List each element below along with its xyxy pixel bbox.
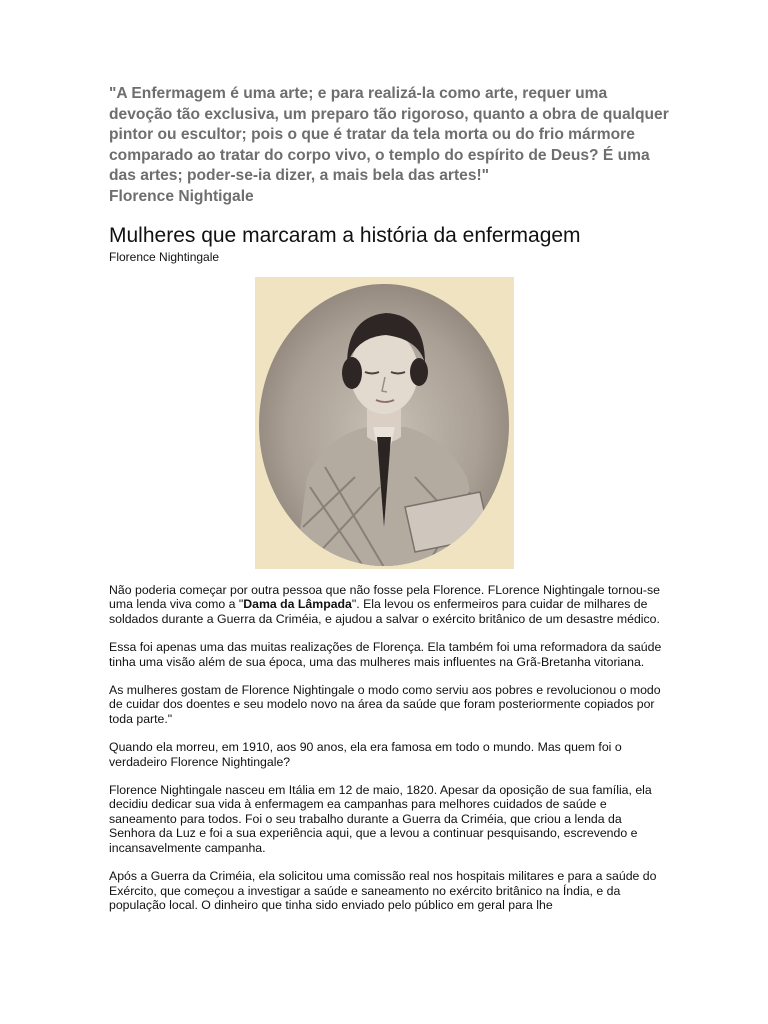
- quote-text: "A Enfermagem é uma arte; e para realizá-la como arte, requer uma devoção tão exclusiva, um preparo tão rigoroso, quanto a obra de qualquer pintor ou escultor; pois o que é tratar da tela morta ou do frio mármore comparado ao tratar do corpo vivo, o templo do espírito de Deus? É uma das artes; poder-se-ia dizer, a mais bela das artes!": [109, 85, 669, 184]
- paragraph: [109, 583, 669, 626]
- paragraph: Após a Guerra da Criméia, ela solicitou uma comissão real nos hospitais militares e para a saúde do Exército, que começou a investigar a saúde e saneamento no exército britânico na Índia, e da população local. O dinheiro que tinha sido enviado pelo público em geral para lhe: [109, 869, 657, 912]
- paragraph-text: Não poderia começar por outra pessoa que não fosse pela Florence. FLorence Nightingale tornou-se uma lenda viva como a ": [109, 583, 660, 612]
- document-page: [109, 84, 669, 926]
- paragraph: Florence Nightingale nasceu em Itália em 12 de maio, 1820. Apesar da oposição de sua família, ela decidiu dedicar sua vida à enfermagem ea campanhas para melhores cuidados de saúde e saneamento para todos. Foi o seu trabalho durante a Guerra da Criméia, que criou a lenda da Senhora da Luz e foi a sua experiência aqui, que a levou a continuar pesquisando, escrevendo e incansavelmente campanha.: [109, 783, 652, 855]
- paragraph: Essa foi apenas uma das muitas realizações de Florença. Ela também foi uma reformadora da saúde tinha uma visão além de sua época, uma das mulheres mais influentes na Grã-Bretanha vitoriana.: [109, 640, 662, 669]
- page-title: Mulheres que marcaram a história da enfermagem: [109, 224, 581, 247]
- portrait-image: [255, 277, 514, 569]
- paragraph: As mulheres gostam de Florence Nightingale o modo como serviu aos pobres e revolucionou o modo de cuidar dos doentes e seu modelo novo na área da saúde que foram posteriormente copiados por toda parte.": [109, 683, 661, 726]
- quote-author: Florence Nightigale: [109, 187, 254, 205]
- portrait-photo: [255, 277, 514, 569]
- article-body: [109, 583, 669, 912]
- paragraph-text: ". Ela levou os enfermeiros para cuidar de milhares de soldados durante a Guerra da Criméia, e ajudou a salvar o exército britânico de um desastre médico.: [109, 597, 660, 626]
- paragraph: Quando ela morreu, em 1910, aos 90 anos, ela era famosa em todo o mundo. Mas quem foi o verdadeiro Florence Nightingale?: [109, 740, 622, 769]
- page-subtitle: Florence Nightingale: [109, 250, 220, 264]
- nightingale-quote: [109, 84, 669, 207]
- paragraph-bold-text: Dama da Lâmpada: [243, 597, 352, 612]
